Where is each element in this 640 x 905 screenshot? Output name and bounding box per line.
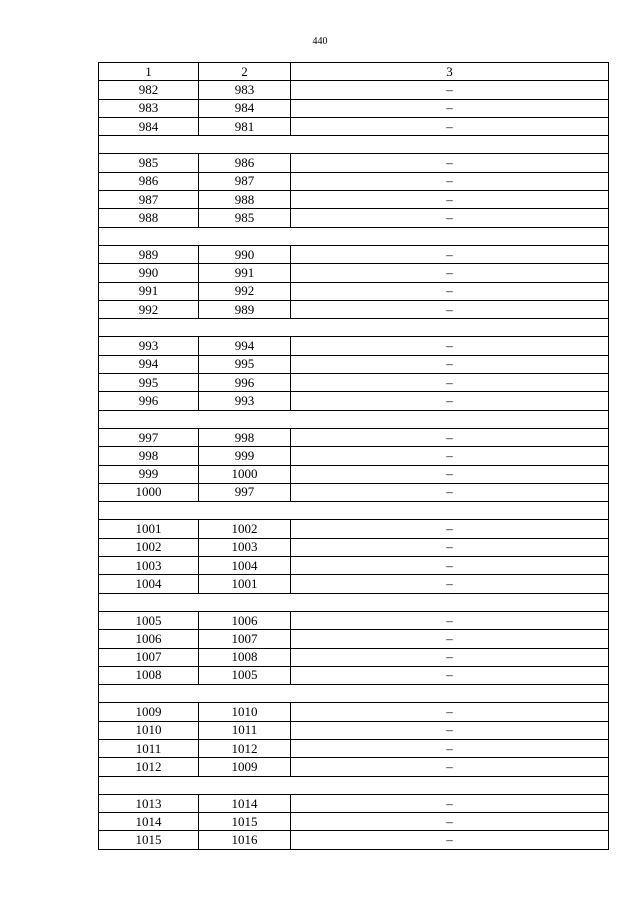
table-cell-col-1: 992 xyxy=(99,300,199,318)
table-cell-col-3: – xyxy=(291,428,609,446)
table-cell-col-1: 1008 xyxy=(99,666,199,684)
page-number: 440 xyxy=(312,36,328,47)
table-cell-col-3: – xyxy=(291,154,609,172)
table-row xyxy=(99,428,609,446)
table-cell-col-1: 997 xyxy=(99,428,199,446)
table-cell-col-2: 997 xyxy=(199,483,291,501)
table-cell-col-1: 1009 xyxy=(99,703,199,721)
table-row xyxy=(99,465,609,483)
table-cell-col-3: – xyxy=(291,703,609,721)
table-body xyxy=(99,63,609,850)
table-cell-col-2: 991 xyxy=(199,264,291,282)
table-cell-col-2: 1004 xyxy=(199,557,291,575)
table-cell-col-2: 986 xyxy=(199,154,291,172)
table-row xyxy=(99,374,609,392)
group-separator-row xyxy=(99,136,609,154)
table-row xyxy=(99,81,609,99)
table-cell-col-2: 1001 xyxy=(199,575,291,593)
table-cell-col-3: – xyxy=(291,355,609,373)
table-row xyxy=(99,99,609,117)
table-cell-col-2: 1000 xyxy=(199,465,291,483)
table-row xyxy=(99,209,609,227)
table-cell-col-1: 1012 xyxy=(99,758,199,776)
table-cell-col-2: 1012 xyxy=(199,739,291,757)
table-cell-col-1: 1004 xyxy=(99,575,199,593)
table-cell-col-2: 1008 xyxy=(199,648,291,666)
table-cell-col-3: – xyxy=(291,245,609,263)
table-cell-col-3: – xyxy=(291,557,609,575)
table-cell-col-1: 990 xyxy=(99,264,199,282)
table-row xyxy=(99,264,609,282)
table-cell-col-3: – xyxy=(291,392,609,410)
group-separator-row xyxy=(99,685,609,703)
table-cell-col-3: – xyxy=(291,648,609,666)
group-separator xyxy=(99,136,609,154)
table-row xyxy=(99,300,609,318)
table-cell-col-1: 987 xyxy=(99,191,199,209)
group-separator xyxy=(99,410,609,428)
table-cell-col-1: 1003 xyxy=(99,557,199,575)
table-cell-col-2: 1014 xyxy=(199,794,291,812)
table-cell-col-3: – xyxy=(291,739,609,757)
table-cell-col-1: 993 xyxy=(99,337,199,355)
table-cell-col-1: 1011 xyxy=(99,739,199,757)
table-cell-col-1: 1015 xyxy=(99,831,199,849)
table-cell-col-2: 1003 xyxy=(199,538,291,556)
group-separator xyxy=(99,502,609,520)
table-cell-col-1: 996 xyxy=(99,392,199,410)
table-row xyxy=(99,831,609,849)
table-cell-col-2: 984 xyxy=(199,99,291,117)
table-cell-col-2: 1007 xyxy=(199,630,291,648)
group-separator-row xyxy=(99,776,609,794)
table-cell-col-2: 992 xyxy=(199,282,291,300)
table-row xyxy=(99,648,609,666)
table-cell-col-3: – xyxy=(291,300,609,318)
table-cell-col-1: 1007 xyxy=(99,648,199,666)
table-cell-col-1: 989 xyxy=(99,245,199,263)
table-cell-col-2: 988 xyxy=(199,191,291,209)
table-cell-col-1: 998 xyxy=(99,447,199,465)
table-cell-col-1: 1013 xyxy=(99,794,199,812)
table-cell-col-3: – xyxy=(291,337,609,355)
table-cell-col-3: – xyxy=(291,209,609,227)
table-cell-col-1: 982 xyxy=(99,81,199,99)
table-row xyxy=(99,794,609,812)
table-cell-col-3: – xyxy=(291,374,609,392)
table-cell-col-2: 1002 xyxy=(199,520,291,538)
column-header: 3 xyxy=(291,63,609,81)
table-row xyxy=(99,666,609,684)
table-cell-col-1: 985 xyxy=(99,154,199,172)
table-row xyxy=(99,721,609,739)
table-cell-col-3: – xyxy=(291,575,609,593)
table-row xyxy=(99,245,609,263)
table-cell-col-1: 988 xyxy=(99,209,199,227)
table-cell-col-1: 994 xyxy=(99,355,199,373)
table-cell-col-2: 1010 xyxy=(199,703,291,721)
table-cell-col-3: – xyxy=(291,447,609,465)
column-header: 2 xyxy=(199,63,291,81)
table-cell-col-1: 1002 xyxy=(99,538,199,556)
table-cell-col-3: – xyxy=(291,81,609,99)
table-cell-col-3: – xyxy=(291,794,609,812)
table-cell-col-1: 1005 xyxy=(99,611,199,629)
table-cell-col-1: 1000 xyxy=(99,483,199,501)
table-row xyxy=(99,392,609,410)
table-cell-col-2: 1015 xyxy=(199,813,291,831)
group-separator xyxy=(99,593,609,611)
group-separator xyxy=(99,685,609,703)
table-cell-col-1: 983 xyxy=(99,99,199,117)
table-row xyxy=(99,447,609,465)
table-cell-col-2: 993 xyxy=(199,392,291,410)
table-cell-col-3: – xyxy=(291,99,609,117)
table-cell-col-3: – xyxy=(291,813,609,831)
table-cell-col-3: – xyxy=(291,282,609,300)
table-row xyxy=(99,813,609,831)
table-cell-col-2: 995 xyxy=(199,355,291,373)
group-separator xyxy=(99,776,609,794)
table-cell-col-3: – xyxy=(291,520,609,538)
table-cell-col-2: 987 xyxy=(199,172,291,190)
table-row xyxy=(99,191,609,209)
table-cell-col-2: 1016 xyxy=(199,831,291,849)
table-cell-col-1: 984 xyxy=(99,117,199,135)
table-row xyxy=(99,739,609,757)
column-header: 1 xyxy=(99,63,199,81)
table-cell-col-2: 1011 xyxy=(199,721,291,739)
table-cell-col-3: – xyxy=(291,117,609,135)
table-row xyxy=(99,282,609,300)
table-cell-col-3: – xyxy=(291,758,609,776)
group-separator-row xyxy=(99,410,609,428)
table-row xyxy=(99,630,609,648)
table-cell-col-2: 990 xyxy=(199,245,291,263)
table-cell-col-2: 983 xyxy=(199,81,291,99)
table-cell-col-1: 1006 xyxy=(99,630,199,648)
table-cell-col-3: – xyxy=(291,172,609,190)
table-header-row xyxy=(99,63,609,81)
group-separator-row xyxy=(99,227,609,245)
table-cell-col-3: – xyxy=(291,264,609,282)
table-cell-col-3: – xyxy=(291,666,609,684)
table-cell-col-3: – xyxy=(291,191,609,209)
table-row xyxy=(99,483,609,501)
table-cell-col-1: 1014 xyxy=(99,813,199,831)
table-cell-col-1: 999 xyxy=(99,465,199,483)
table-cell-col-3: – xyxy=(291,721,609,739)
table-row xyxy=(99,154,609,172)
group-separator xyxy=(99,227,609,245)
group-separator-row xyxy=(99,593,609,611)
table-cell-col-2: 1009 xyxy=(199,758,291,776)
table-row xyxy=(99,538,609,556)
group-separator-row xyxy=(99,319,609,337)
table-cell-col-1: 986 xyxy=(99,172,199,190)
table-cell-col-2: 981 xyxy=(199,117,291,135)
table-cell-col-1: 1001 xyxy=(99,520,199,538)
table-row xyxy=(99,758,609,776)
table-row xyxy=(99,703,609,721)
table-row xyxy=(99,337,609,355)
data-table xyxy=(98,62,609,850)
table-cell-col-1: 991 xyxy=(99,282,199,300)
group-separator xyxy=(99,319,609,337)
table-row xyxy=(99,355,609,373)
group-separator-row xyxy=(99,502,609,520)
table-row xyxy=(99,172,609,190)
table-row xyxy=(99,557,609,575)
table-cell-col-1: 995 xyxy=(99,374,199,392)
table-cell-col-2: 989 xyxy=(199,300,291,318)
table-cell-col-2: 985 xyxy=(199,209,291,227)
table-cell-col-3: – xyxy=(291,611,609,629)
table-cell-col-2: 996 xyxy=(199,374,291,392)
table-row xyxy=(99,611,609,629)
table-cell-col-2: 1005 xyxy=(199,666,291,684)
table-cell-col-2: 999 xyxy=(199,447,291,465)
table-row xyxy=(99,520,609,538)
table-row xyxy=(99,117,609,135)
table-row xyxy=(99,575,609,593)
table-cell-col-3: – xyxy=(291,538,609,556)
table-cell-col-3: – xyxy=(291,465,609,483)
table-cell-col-3: – xyxy=(291,831,609,849)
table-cell-col-2: 998 xyxy=(199,428,291,446)
table-cell-col-2: 994 xyxy=(199,337,291,355)
table-cell-col-3: – xyxy=(291,483,609,501)
table-cell-col-3: – xyxy=(291,630,609,648)
table-cell-col-2: 1006 xyxy=(199,611,291,629)
table-cell-col-1: 1010 xyxy=(99,721,199,739)
